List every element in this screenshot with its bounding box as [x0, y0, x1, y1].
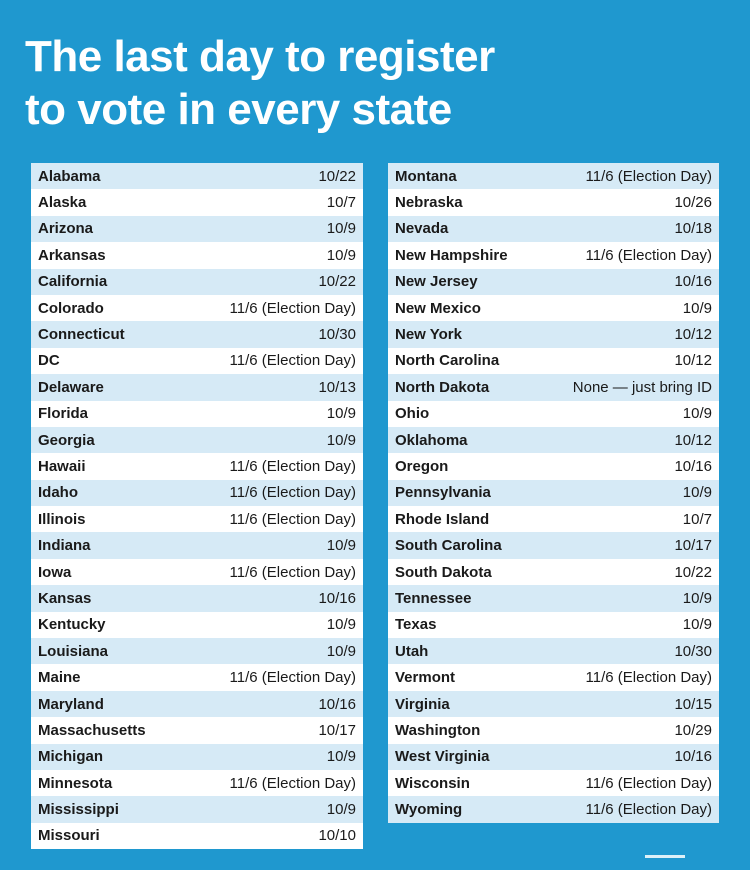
- state-name: New Jersey: [395, 273, 478, 291]
- state-name: New Mexico: [395, 299, 481, 317]
- table-row: [388, 585, 719, 611]
- table-row: [31, 189, 363, 215]
- state-name: Utah: [395, 642, 429, 660]
- registration-deadline: 10/7: [682, 510, 712, 528]
- registration-deadline: 11/6 (Election Day): [229, 457, 356, 475]
- state-name: Louisiana: [38, 642, 109, 660]
- table-row: [388, 269, 719, 295]
- table-row: [388, 453, 719, 479]
- state-name: Indiana: [38, 537, 91, 555]
- page-title: [25, 30, 495, 136]
- registration-deadline: 10/26: [674, 194, 712, 212]
- registration-deadline: 10/7: [326, 194, 356, 212]
- table-row: [388, 744, 719, 770]
- registration-deadline: 10/9: [326, 748, 356, 766]
- registration-deadline: 10/22: [674, 563, 712, 581]
- registration-deadline: 10/9: [326, 642, 356, 660]
- table-row: [388, 163, 719, 189]
- table-row: [31, 506, 363, 532]
- state-name: Georgia: [38, 431, 95, 449]
- table-row: [388, 295, 719, 321]
- table-row: [388, 189, 719, 215]
- table-row: [388, 532, 719, 558]
- table-row: [31, 216, 363, 242]
- state-name: Arizona: [38, 220, 94, 238]
- state-name: Missouri: [38, 827, 100, 845]
- state-name: Idaho: [38, 484, 78, 502]
- table-row: [31, 770, 363, 796]
- state-name: Nevada: [395, 220, 449, 238]
- table-row: [31, 295, 363, 321]
- registration-deadline: 10/30: [318, 326, 356, 344]
- state-name: Wisconsin: [395, 774, 470, 792]
- table-row: [388, 770, 719, 796]
- state-name: Florida: [38, 405, 89, 423]
- title-line-2: to vote in every state: [25, 85, 452, 134]
- table-row: [31, 585, 363, 611]
- state-name: Virginia: [395, 695, 450, 713]
- registration-deadline: 10/9: [682, 299, 712, 317]
- registration-deadline: 10/9: [682, 405, 712, 423]
- table-row: [388, 348, 719, 374]
- state-name: Maryland: [38, 695, 104, 713]
- table-row: [388, 664, 719, 690]
- state-name: Maine: [38, 669, 81, 687]
- registration-deadline: 11/6 (Election Day): [229, 669, 356, 687]
- registration-deadline: 10/9: [682, 589, 712, 607]
- registration-deadline: 10/16: [318, 695, 356, 713]
- state-table-left: [31, 163, 363, 849]
- registration-deadline: 10/9: [326, 405, 356, 423]
- state-name: Illinois: [38, 510, 86, 528]
- table-row: [31, 427, 363, 453]
- state-name: Wyoming: [395, 801, 463, 819]
- state-name: Vermont: [395, 669, 456, 687]
- registration-deadline: 11/6 (Election Day): [229, 774, 356, 792]
- table-row: [388, 480, 719, 506]
- registration-deadline: 11/6 (Election Day): [229, 352, 356, 370]
- registration-deadline: 10/10: [318, 827, 356, 845]
- table-row: [388, 638, 719, 664]
- registration-deadline: 10/12: [674, 352, 712, 370]
- table-row: [31, 691, 363, 717]
- state-name: Pennsylvania: [395, 484, 491, 502]
- state-name: Hawaii: [38, 457, 86, 475]
- state-name: Colorado: [38, 299, 104, 317]
- state-name: West Virginia: [395, 748, 490, 766]
- table-row: [31, 823, 363, 849]
- table-row: [388, 242, 719, 268]
- state-name: Connecticut: [38, 326, 125, 344]
- table-row: [388, 321, 719, 347]
- state-name: Oregon: [395, 457, 449, 475]
- table-row: [31, 321, 363, 347]
- registration-deadline: 11/6 (Election Day): [229, 484, 356, 502]
- state-name: California: [38, 273, 108, 291]
- table-row: [31, 532, 363, 558]
- state-name: Arkansas: [38, 246, 106, 264]
- state-name: Mississippi: [38, 801, 119, 819]
- registration-deadline: 10/18: [674, 220, 712, 238]
- table-row: [388, 427, 719, 453]
- registration-deadline: 10/9: [682, 616, 712, 634]
- registration-deadline: 10/15: [674, 695, 712, 713]
- registration-deadline: 11/6 (Election Day): [229, 510, 356, 528]
- state-name: Rhode Island: [395, 510, 490, 528]
- registration-deadline: 10/9: [326, 246, 356, 264]
- table-row: [31, 453, 363, 479]
- state-name: Delaware: [38, 378, 104, 396]
- registration-deadline: 10/9: [326, 801, 356, 819]
- table-row: [388, 216, 719, 242]
- registration-deadline: 10/9: [326, 220, 356, 238]
- state-name: Alaska: [38, 194, 87, 212]
- state-name: Texas: [395, 616, 437, 634]
- table-row: [31, 269, 363, 295]
- table-row: [388, 401, 719, 427]
- registration-deadline: 10/13: [318, 378, 356, 396]
- state-name: Alabama: [38, 167, 101, 185]
- state-name: Tennessee: [395, 589, 472, 607]
- registration-deadline: 10/9: [326, 616, 356, 634]
- table-row: [31, 480, 363, 506]
- state-name: New Hampshire: [395, 246, 508, 264]
- table-row: [31, 796, 363, 822]
- registration-deadline: 10/9: [682, 484, 712, 502]
- table-row: [388, 374, 719, 400]
- registration-deadline: None — just bring ID: [572, 378, 712, 396]
- table-row: [31, 348, 363, 374]
- registration-deadline: 10/17: [318, 721, 356, 739]
- state-name: Kentucky: [38, 616, 106, 634]
- registration-deadline: 11/6 (Election Day): [585, 801, 712, 819]
- registration-deadline: 10/22: [318, 273, 356, 291]
- registration-deadline: 10/16: [674, 457, 712, 475]
- table-row: [388, 559, 719, 585]
- table-row: [31, 717, 363, 743]
- registration-deadline: 11/6 (Election Day): [585, 774, 712, 792]
- registration-deadline: 10/30: [674, 642, 712, 660]
- registration-deadline: 10/16: [674, 273, 712, 291]
- publisher-logo: [645, 855, 685, 870]
- table-row: [388, 796, 719, 822]
- table-row: [31, 374, 363, 400]
- table-row: [31, 559, 363, 585]
- registration-deadline: 10/16: [318, 589, 356, 607]
- table-row: [31, 638, 363, 664]
- table-row: [388, 506, 719, 532]
- state-name: Massachusetts: [38, 721, 146, 739]
- table-row: [31, 612, 363, 638]
- registration-deadline: 10/9: [326, 537, 356, 555]
- table-row: [388, 691, 719, 717]
- state-name: DC: [38, 352, 60, 370]
- table-row: [31, 242, 363, 268]
- state-name: South Dakota: [395, 563, 492, 581]
- registration-deadline: 11/6 (Election Day): [229, 299, 356, 317]
- state-name: Ohio: [395, 405, 430, 423]
- table-row: [31, 664, 363, 690]
- state-name: New York: [395, 326, 462, 344]
- registration-deadline: 10/22: [318, 167, 356, 185]
- title-line-1: The last day to register: [25, 32, 495, 81]
- state-name: North Dakota: [395, 378, 490, 396]
- registration-deadline: 11/6 (Election Day): [585, 669, 712, 687]
- table-row: [31, 401, 363, 427]
- registration-deadline: 10/17: [674, 537, 712, 555]
- table-row: [31, 744, 363, 770]
- state-name: Nebraska: [395, 194, 463, 212]
- state-name: Washington: [395, 721, 481, 739]
- state-table-right: [388, 163, 719, 823]
- registration-deadline: 11/6 (Election Day): [585, 246, 712, 264]
- table-row: [388, 717, 719, 743]
- registration-deadline: 10/29: [674, 721, 712, 739]
- state-name: Montana: [395, 167, 457, 185]
- table-row: [31, 163, 363, 189]
- state-name: North Carolina: [395, 352, 500, 370]
- registration-deadline: 11/6 (Election Day): [229, 563, 356, 581]
- state-name: Iowa: [38, 563, 72, 581]
- registration-deadline: 11/6 (Election Day): [585, 167, 712, 185]
- state-name: Kansas: [38, 589, 92, 607]
- state-name: Minnesota: [38, 774, 113, 792]
- state-name: Oklahoma: [395, 431, 468, 449]
- registration-deadline: 10/9: [326, 431, 356, 449]
- registration-deadline: 10/12: [674, 326, 712, 344]
- registration-deadline: 10/16: [674, 748, 712, 766]
- registration-deadline: 10/12: [674, 431, 712, 449]
- state-name: Michigan: [38, 748, 104, 766]
- table-row: [388, 612, 719, 638]
- state-name: South Carolina: [395, 537, 502, 555]
